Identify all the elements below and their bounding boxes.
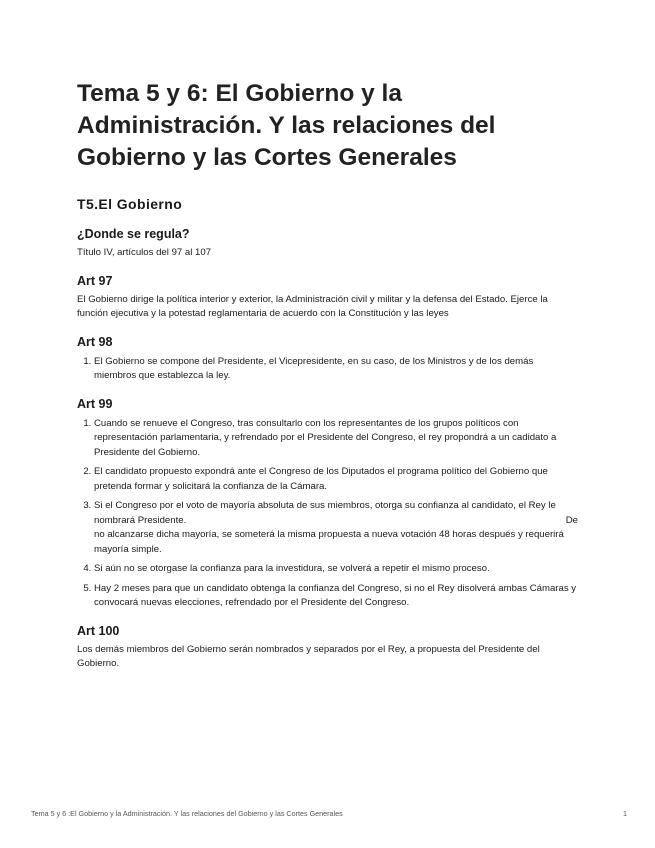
art100-heading: Art 100 — [77, 623, 120, 638]
list-item: 5. Hay 2 meses para que un candidato obtenga la confianza del Congreso, si no el Rey disolverá ambas Cámaras y convocará nuevas elecciones, refrendado por el Presidente del Congreso. — [94, 582, 577, 611]
document-title: Tema 5 y 6: El Gobierno y la Administración. Y las relaciones del Gobierno y las Cortes Generales — [77, 80, 496, 171]
art97-heading: Art 97 — [77, 273, 113, 288]
page-footer — [31, 809, 627, 818]
list-item-text: Si el Congreso por el voto de mayoría absoluta de sus miembros, otorga su confianza al candidato, el Rey le nombrará Presidente. — [94, 500, 556, 526]
list-item: 2. El candidato propuesto expondrá ante el Congreso de los Diputados el programa político del Gobierno que pretenda formar y solicitará la confianza de la Cámara. — [94, 465, 577, 494]
list-item-text: De — [565, 514, 578, 526]
art98-heading: Art 98 — [77, 334, 113, 349]
footer-title: Tema 5 y 6 :El Gobierno y la Administración. Y las relaciones del Gobierno y las Cortes Generales — [31, 809, 343, 818]
list-item — [94, 499, 577, 557]
art98-list — [77, 355, 577, 384]
list-item: 1. El Gobierno se compone del Presidente, el Vicepresidente, en su caso, de los Ministros y de los demás miembros que establezca la ley. — [94, 355, 577, 384]
document-page — [77, 78, 577, 672]
list-item: 4. Si aún no se otorgase la confianza para la investidura, se volverá a repetir el mismo proceso. — [94, 562, 577, 577]
list-item: 1. Cuando se renueve el Congreso, tras consultarlo con los representantes de los grupos políticos con representación parlamentaria, y refrendado por el Presidente del Congreso, el rey propondrá a un cadidato a Presidente del Gobierno. — [94, 417, 577, 461]
regula-heading: ¿Donde se regula? — [77, 227, 190, 241]
art97-text: El Gobierno dirige la política interior y exterior, la Administración civil y militar y la defensa del Estado. Ejerce la función ejecutiva y la potestad reglamentaria de acuerdo con la Constitución y las leyes — [77, 293, 548, 319]
art99-list — [77, 417, 577, 611]
section-heading: T5.El Gobierno — [77, 196, 183, 212]
art99-heading: Art 99 — [77, 396, 113, 411]
art100-text: Los demás miembros del Gobierno serán nombrados y separados por el Rey, a propuesta del Presidente del Gobierno. — [77, 643, 540, 669]
page-number: 1 — [623, 809, 627, 818]
list-item-text: no alcanzarse dicha mayoría, se someterá la misma propuesta a nueva votación 48 horas después y requerirá mayoría simple. — [94, 529, 564, 555]
regula-text: Título IV, artículos del 97 al 107 — [77, 247, 212, 258]
